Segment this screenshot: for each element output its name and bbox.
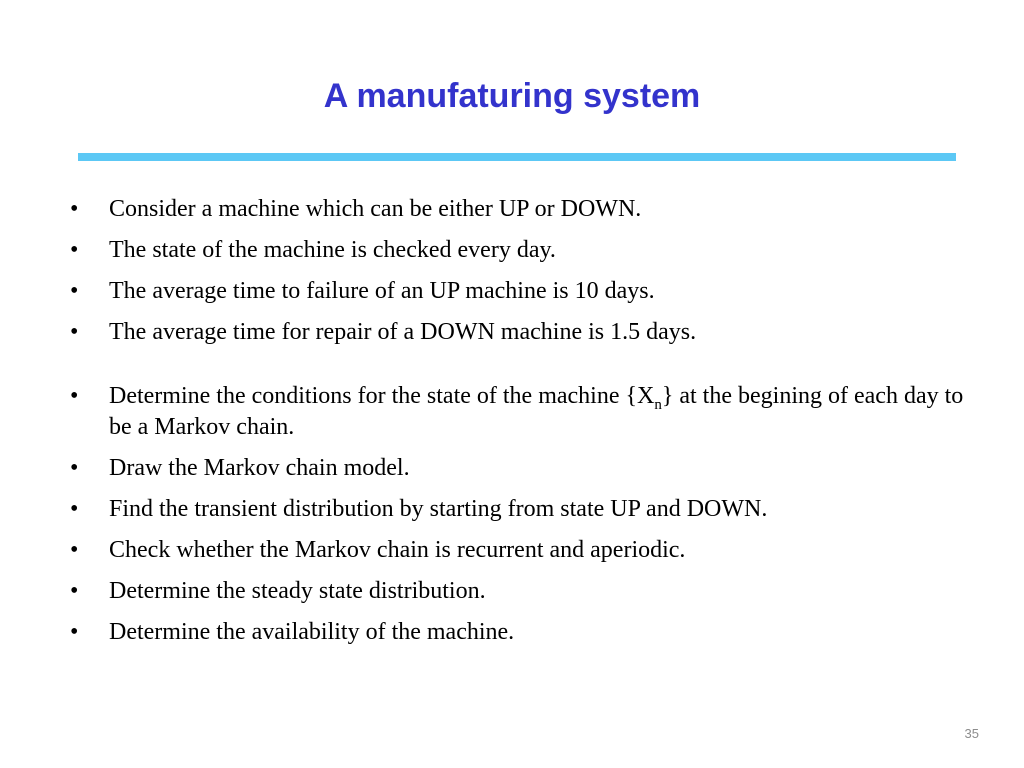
bullet-text: The state of the machine is checked every day.	[109, 237, 556, 263]
bullet-text: Find the transient distribution by starting from state UP and DOWN.	[109, 496, 768, 522]
bullet-text: The average time to failure of an UP machine is 10 days.	[109, 278, 655, 304]
bullet-item	[70, 535, 970, 566]
bullet-list	[70, 194, 970, 658]
bullet-icon: •	[70, 455, 79, 481]
bullet-text: Draw the Markov chain model.	[109, 455, 410, 481]
bullet-icon: •	[70, 278, 79, 304]
bullet-item	[70, 453, 970, 484]
subscript-n: n	[654, 396, 662, 413]
bullet-text: Check whether the Markov chain is recurrent and aperiodic.	[109, 537, 686, 563]
bullet-item	[70, 494, 970, 525]
bullet-icon: •	[70, 578, 79, 604]
bullet-item	[70, 194, 970, 225]
bullet-text: Determine the steady state distribution.	[109, 578, 486, 604]
bullet-icon: •	[70, 237, 79, 263]
bullet-text-after: } at the begining of each day to be a Markov chain.	[109, 383, 964, 440]
title-divider	[78, 153, 956, 161]
bullet-icon: •	[70, 319, 79, 345]
slide-title: A manufaturing system	[323, 77, 701, 115]
bullet-item	[70, 617, 970, 648]
bullet-icon: •	[70, 496, 79, 522]
bullet-item	[70, 276, 970, 307]
bullet-item-markov	[70, 381, 970, 443]
bullet-item	[70, 317, 970, 348]
page-number: 35	[964, 726, 979, 741]
bullet-text: The average time for repair of a DOWN machine is 1.5 days.	[109, 319, 697, 345]
bullet-text: Consider a machine which can be either UP or DOWN.	[109, 196, 642, 222]
bullet-icon: •	[70, 619, 79, 645]
bullet-item	[70, 235, 970, 266]
bullet-text: Determine the availability of the machine.	[109, 619, 515, 645]
bullet-item	[70, 576, 970, 607]
bullet-icon: •	[70, 537, 79, 563]
bullet-icon: •	[70, 383, 79, 409]
bullet-icon: •	[70, 196, 79, 222]
bullet-text-before: Determine the conditions for the state of the machine {X	[109, 383, 655, 409]
